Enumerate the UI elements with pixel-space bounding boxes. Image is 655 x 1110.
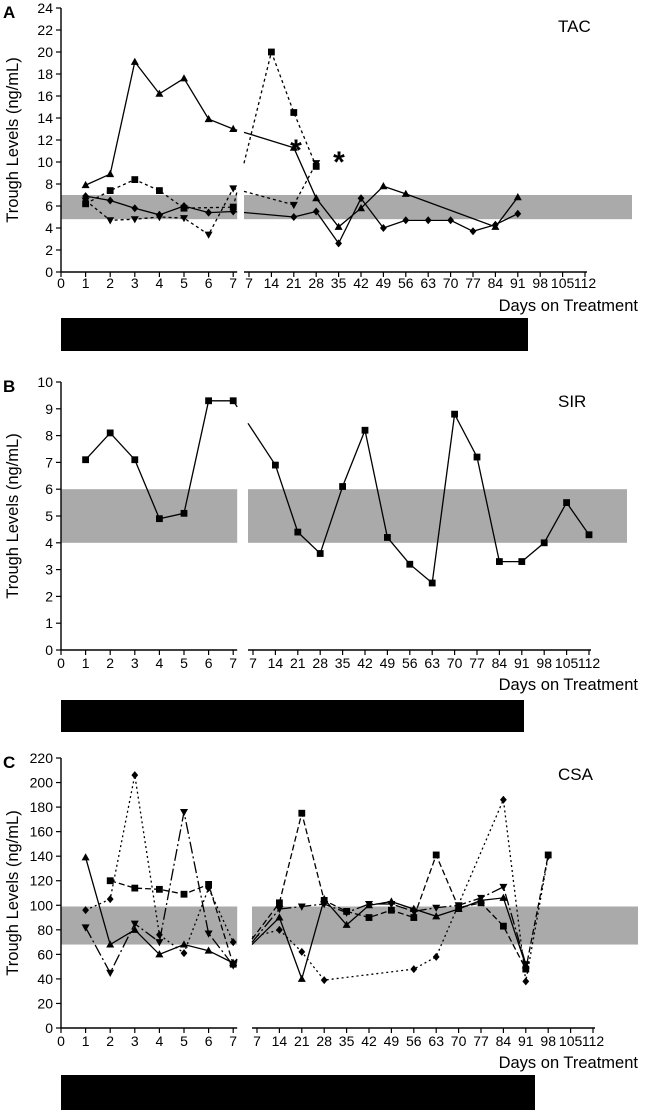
data-point — [317, 550, 324, 557]
x-tick-label: 56 — [398, 275, 414, 291]
x-tick-label: 35 — [338, 1033, 355, 1049]
x-tick-label: 112 — [581, 1033, 605, 1049]
data-point — [474, 454, 481, 461]
x-tick-label: 21 — [294, 1033, 310, 1049]
data-point — [131, 771, 138, 779]
treatment-bar-label: TVR — [275, 707, 310, 726]
x-tick-label: 42 — [357, 655, 373, 671]
x-tick-label: 2 — [106, 1033, 115, 1049]
y-axis-title: Trough Levels (ng/mL) — [4, 57, 22, 223]
y-tick-label: 5 — [45, 508, 53, 524]
x-tick-label: 14 — [267, 655, 284, 671]
y-tick-label: 10 — [37, 374, 53, 390]
x-tick-label: 0 — [57, 655, 65, 671]
target-range-band — [61, 489, 627, 543]
data-point — [156, 515, 163, 522]
data-point — [384, 534, 391, 541]
y-axis-title: Trough Levels (ng/mL) — [4, 810, 22, 976]
data-point — [131, 216, 139, 223]
x-tick-label: 28 — [308, 275, 324, 291]
y-tick-label: 7 — [45, 454, 53, 471]
data-point — [406, 561, 413, 568]
x-tick-label: 77 — [465, 275, 481, 291]
drug-label: CSA — [558, 765, 593, 784]
y-axis-title: Trough Levels (ng/mL) — [4, 433, 22, 599]
x-tick-label: 14 — [263, 275, 280, 291]
x-tick-label: 5 — [180, 655, 188, 671]
x-tick-label: 35 — [330, 275, 347, 291]
data-point — [107, 877, 114, 884]
drug-label: SIR — [558, 392, 587, 411]
series-break-connector — [244, 132, 294, 147]
y-tick-label: 80 — [37, 921, 53, 938]
treatment-bar-label: TVR — [277, 325, 312, 345]
x-tick-label: 56 — [402, 655, 418, 671]
y-tick-label: 6 — [45, 481, 53, 498]
data-point — [106, 170, 114, 177]
data-point — [131, 176, 138, 183]
data-point — [451, 411, 458, 418]
x-tick-label: 56 — [406, 1033, 422, 1049]
x-tick-label: 63 — [428, 1033, 444, 1049]
data-point — [496, 558, 503, 565]
x-tick-label: 98 — [532, 275, 548, 291]
x-tick-label: 4 — [155, 275, 164, 291]
x-tick-label: 7 — [253, 1033, 261, 1049]
x-tick-label: 49 — [379, 655, 396, 671]
data-point — [82, 853, 90, 860]
y-tick-label: 100 — [29, 897, 53, 914]
x-tick-label: 7 — [229, 1033, 238, 1049]
data-point — [131, 456, 138, 463]
data-point — [156, 886, 163, 893]
data-point — [82, 456, 89, 463]
significance-asterisk: * — [290, 134, 302, 167]
x-tick-label: 5 — [180, 1033, 188, 1049]
x-tick-label: 6 — [204, 275, 213, 291]
x-tick-label: 4 — [155, 1033, 164, 1049]
significance-asterisk: * — [333, 146, 345, 179]
x-tick-label: 91 — [510, 275, 526, 291]
data-point — [230, 397, 237, 404]
data-point — [205, 397, 212, 404]
y-tick-label: 10 — [37, 154, 53, 170]
data-point — [106, 970, 114, 977]
data-point — [470, 227, 477, 235]
data-point — [410, 965, 417, 973]
data-point — [500, 923, 507, 930]
x-tick-label: 6 — [204, 655, 213, 671]
x-tick-label: 1 — [81, 275, 90, 291]
panel-a — [3, 0, 638, 351]
panel-b — [3, 374, 638, 732]
x-tick-label: 84 — [495, 1033, 512, 1049]
data-point — [294, 529, 301, 536]
data-point — [106, 217, 114, 224]
panel-c — [3, 750, 638, 1110]
axis-break-gap — [237, 8, 244, 278]
x-tick-label: 0 — [57, 1033, 65, 1049]
data-point — [107, 895, 114, 903]
y-tick-label: 2 — [45, 242, 53, 258]
y-tick-label: 12 — [37, 132, 53, 148]
series-line — [86, 62, 234, 185]
x-tick-label: 4 — [155, 655, 164, 671]
x-axis-title: Days on Treatment — [498, 1054, 638, 1072]
data-point — [180, 809, 188, 816]
y-tick-label: 1 — [45, 615, 53, 632]
axis-break-gap — [237, 758, 252, 1034]
panel-letter: A — [3, 3, 16, 22]
x-tick-label: 21 — [290, 655, 306, 671]
x-tick-label: 3 — [130, 275, 139, 291]
x-tick-label: 21 — [286, 275, 302, 291]
x-tick-label: 35 — [334, 655, 351, 671]
y-tick-label: 6 — [45, 198, 53, 214]
x-tick-label: 77 — [473, 1033, 489, 1049]
x-tick-label: 98 — [540, 1033, 556, 1049]
x-tick-label: 70 — [442, 275, 459, 291]
data-point — [499, 884, 507, 891]
data-point — [276, 899, 283, 906]
y-tick-label: 22 — [37, 22, 53, 38]
y-tick-label: 0 — [45, 642, 53, 658]
x-tick-label: 2 — [106, 275, 115, 291]
data-point — [429, 580, 436, 587]
data-point — [107, 187, 114, 194]
y-tick-label: 20 — [37, 44, 53, 60]
series-break-connector — [248, 423, 275, 465]
y-tick-label: 0 — [45, 1020, 53, 1036]
x-tick-label: 2 — [106, 655, 115, 671]
x-tick-label: 112 — [573, 275, 597, 291]
x-tick-label: 1 — [81, 655, 90, 671]
data-point — [180, 74, 188, 81]
x-tick-label: 14 — [271, 1033, 288, 1049]
y-tick-label: 18 — [37, 66, 53, 82]
y-tick-label: 200 — [29, 774, 53, 791]
data-point — [156, 187, 163, 194]
data-point — [541, 539, 548, 546]
y-tick-label: 3 — [45, 561, 53, 578]
x-tick-label: 98 — [536, 655, 552, 671]
data-point — [268, 49, 275, 56]
data-point — [298, 975, 306, 982]
x-tick-label: 63 — [424, 655, 440, 671]
y-tick-label: 120 — [29, 872, 53, 889]
x-tick-label: 49 — [383, 1033, 400, 1049]
data-point — [131, 885, 138, 892]
x-tick-label: 42 — [361, 1033, 377, 1049]
data-point — [298, 810, 305, 817]
x-tick-label: 84 — [491, 655, 508, 671]
data-point — [205, 232, 213, 239]
data-point — [205, 115, 213, 122]
y-tick-label: 8 — [45, 176, 53, 192]
panel-letter: C — [3, 753, 16, 772]
y-tick-label: 0 — [45, 264, 53, 280]
data-point — [563, 499, 570, 506]
x-tick-label: 84 — [487, 275, 504, 291]
data-point — [107, 430, 114, 437]
x-tick-label: 0 — [57, 275, 65, 291]
data-point — [339, 483, 346, 490]
y-tick-label: 16 — [37, 88, 53, 104]
series-break-connector — [244, 52, 271, 163]
x-tick-label: 3 — [130, 1033, 139, 1049]
y-tick-label: 8 — [45, 427, 53, 444]
y-tick-label: 20 — [37, 995, 53, 1012]
series-triangle-down — [82, 809, 530, 977]
x-tick-label: 91 — [514, 655, 530, 671]
y-tick-label: 4 — [45, 220, 53, 236]
y-tick-label: 160 — [29, 823, 53, 840]
x-tick-label: 105 — [554, 655, 579, 671]
x-tick-label: 28 — [316, 1033, 332, 1049]
x-tick-label: 91 — [518, 1033, 534, 1049]
x-tick-label: 63 — [420, 275, 436, 291]
y-tick-label: 60 — [37, 946, 53, 963]
axis-break-gap — [237, 382, 248, 656]
x-tick-label: 5 — [180, 275, 188, 291]
data-point — [290, 109, 297, 116]
target-range-band — [61, 195, 632, 219]
x-tick-label: 77 — [469, 655, 485, 671]
x-tick-label: 7 — [249, 655, 257, 671]
x-tick-label: 28 — [312, 655, 328, 671]
x-tick-label: 70 — [446, 655, 463, 671]
y-tick-label: 9 — [45, 400, 53, 417]
y-tick-label: 140 — [29, 848, 53, 865]
y-tick-label: 24 — [37, 0, 53, 16]
series-diamond — [82, 771, 551, 985]
data-point — [181, 510, 188, 517]
y-tick-label: 4 — [45, 534, 53, 551]
x-tick-label: 112 — [577, 655, 601, 671]
data-point — [362, 427, 369, 434]
x-tick-label: 1 — [81, 1033, 90, 1049]
x-tick-label: 7 — [229, 275, 238, 291]
data-point — [321, 976, 328, 984]
x-axis-title: Days on Treatment — [498, 676, 638, 694]
y-tick-label: 40 — [37, 970, 53, 987]
data-point — [500, 796, 507, 804]
data-point — [131, 58, 139, 65]
data-point — [433, 953, 440, 961]
x-tick-label: 7 — [245, 275, 253, 291]
data-point — [181, 891, 188, 898]
data-point — [518, 558, 525, 565]
treatment-bar-label: TVR — [281, 1083, 315, 1103]
data-point — [586, 531, 593, 538]
data-point — [181, 949, 188, 957]
x-axis-title: Days on Treatment — [498, 297, 638, 315]
data-point — [366, 914, 373, 921]
x-tick-label: 7 — [229, 655, 238, 671]
drug-label: TAC — [558, 17, 591, 36]
y-tick-label: 220 — [29, 750, 53, 766]
y-tick-label: 2 — [45, 588, 53, 605]
data-point — [522, 977, 529, 985]
x-tick-label: 6 — [204, 1033, 213, 1049]
data-point — [272, 462, 279, 469]
x-tick-label: 105 — [550, 275, 575, 291]
x-tick-label: 105 — [558, 1033, 583, 1049]
panel-letter: B — [3, 377, 16, 396]
x-tick-label: 49 — [375, 275, 392, 291]
series-line — [279, 800, 548, 982]
y-tick-label: 180 — [29, 799, 53, 816]
data-point — [433, 852, 440, 859]
series-square — [82, 49, 319, 212]
x-tick-label: 42 — [353, 275, 369, 291]
x-tick-label: 3 — [130, 655, 139, 671]
x-tick-label: 70 — [450, 1033, 467, 1049]
data-point — [379, 182, 387, 189]
y-tick-label: 14 — [37, 110, 53, 126]
